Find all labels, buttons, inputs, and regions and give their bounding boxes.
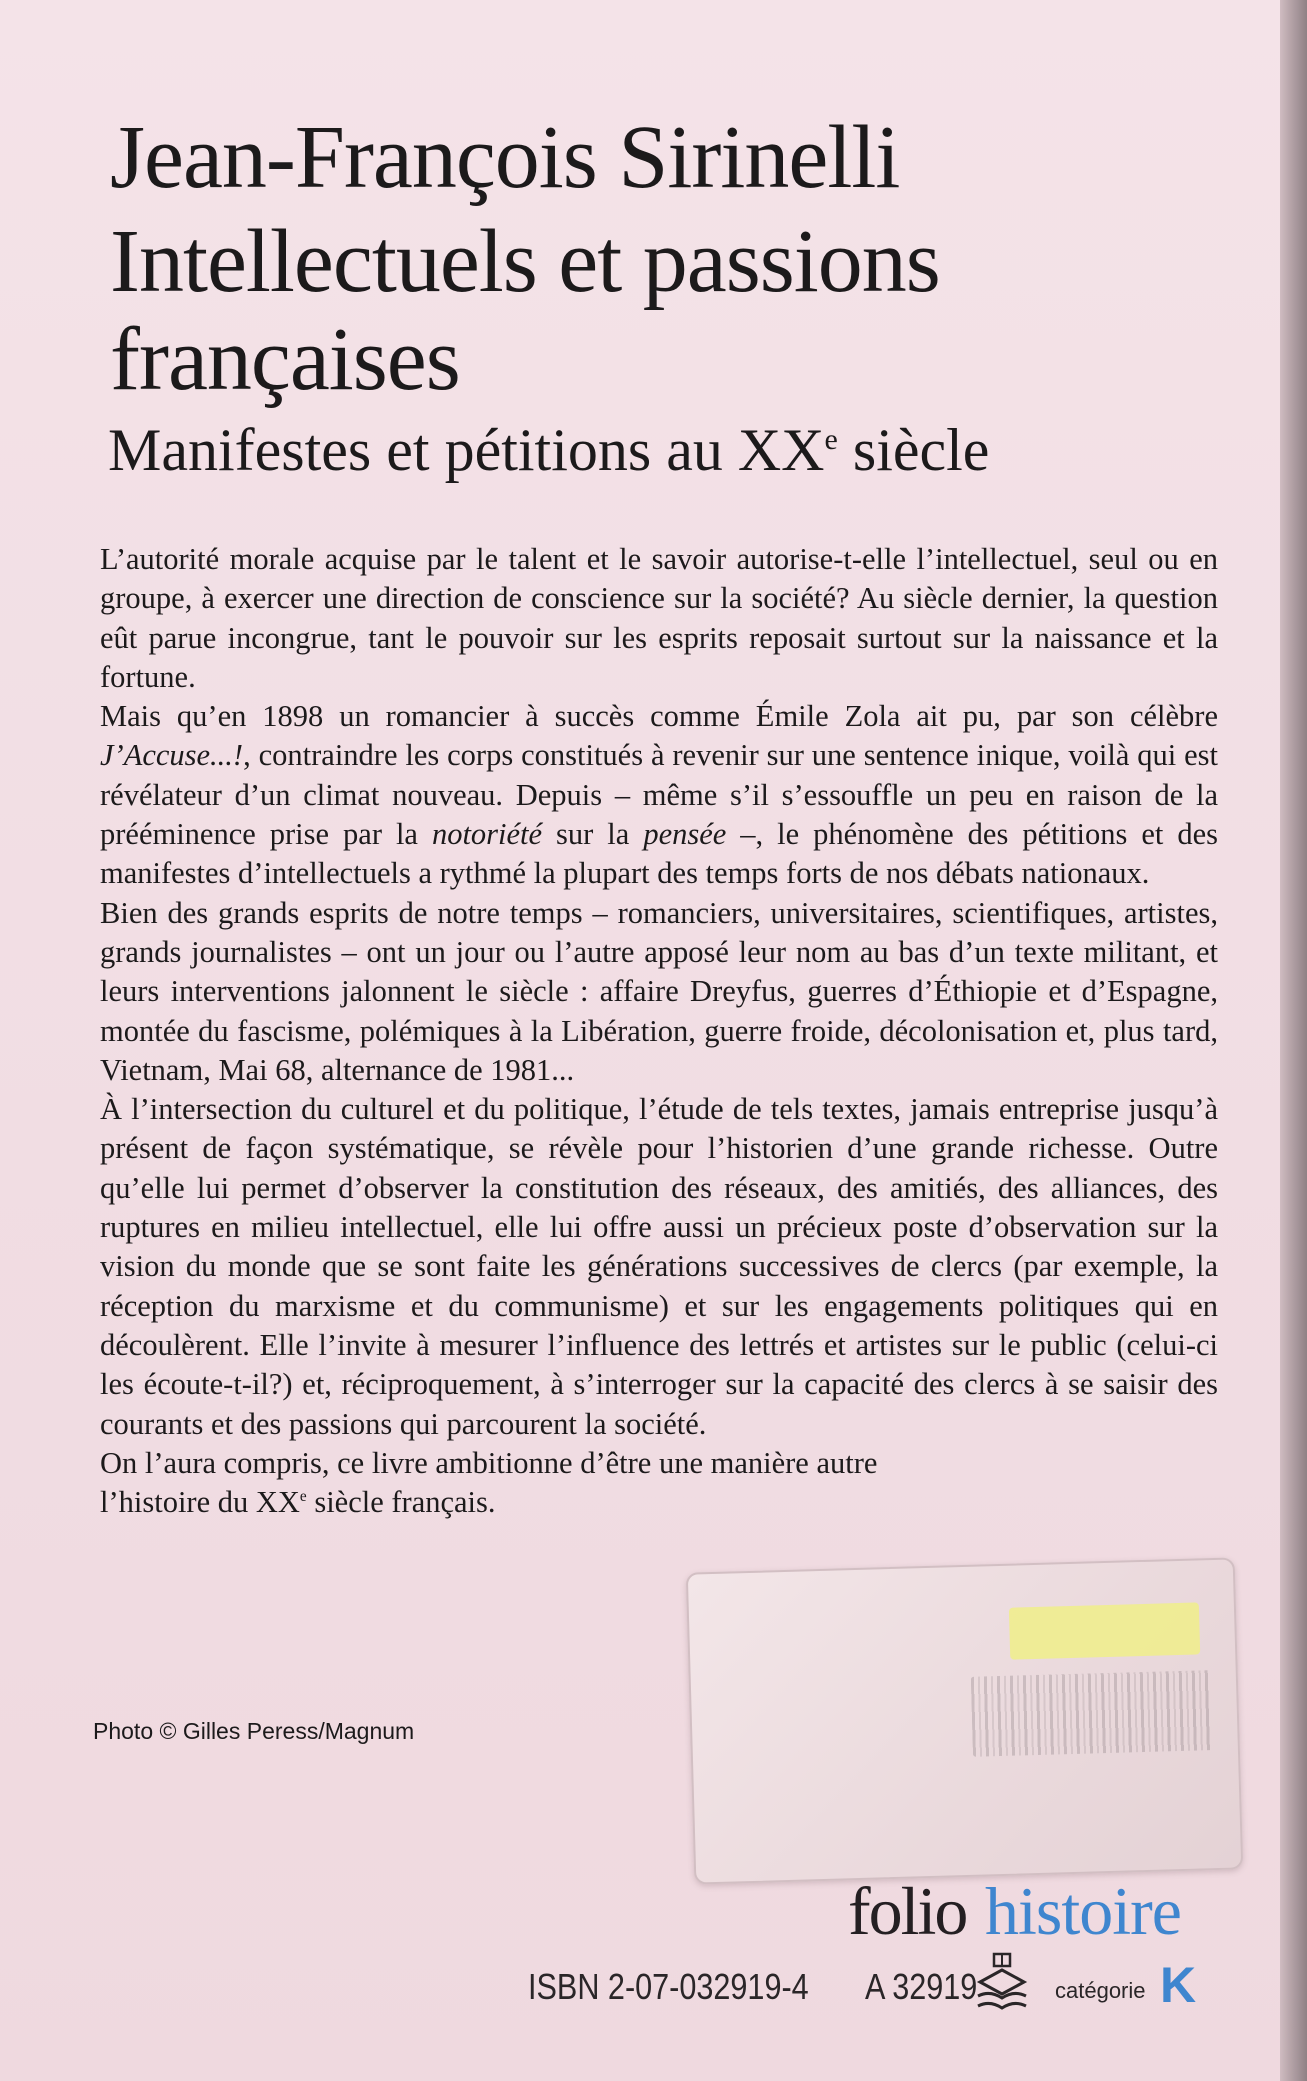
subtitle-end: siècle — [837, 417, 990, 483]
blurb-text: sur la — [542, 817, 644, 852]
blurb-paragraph-1: L’autorité morale acquise par le talent et le savoir autorise-t-elle l’intellectuel, seul ou en groupe, à exercer une direction de conscience sur la société? Au siècle dernier, la question eût parue incongrue, tant le pouvoir sur les esprits reposait surtout sur la naissance et la fortune. — [100, 542, 1218, 694]
blurb-paragraph-3: Bien des grands esprits de notre temps – romanciers, universitaires, scientifiques, artistes, grands journalistes – ont un jour ou l’autre apposé leur nom au bas d’un texte militant, et leurs interventions jalonnent le siècle : affaire Dreyfus, guerres d’Éthiopie et d’Espagne, montée du fascisme, polémiques à la Libération, guerre froide, décolonisation et, plus tard, Vietnam, Mai 68, alternance de 1981... — [100, 895, 1218, 1087]
blurb-text: l’histoire du XX — [100, 1485, 300, 1520]
catalog-code: A 32919 — [865, 1966, 978, 2007]
subtitle-main: Manifestes et pétitions au XX — [108, 417, 825, 483]
blurb-text: Mais qu’en 1898 un romancier à succès comme Émile Zola ait pu, par son célèbre — [100, 699, 1218, 734]
blurb-paragraph-5 — [100, 1444, 1218, 1523]
sticker-barcode — [971, 1670, 1213, 1757]
blurb-text: , contraindre les corps constitués à revenir sur une sentence inique, voilà qui est révélateur d’un climat nouveau. Depuis – même s’il s’essouffle un peu en raison de la prééminence prise par la — [100, 738, 1218, 852]
cover-edge — [1280, 0, 1307, 2081]
categorie-letter: K — [1160, 1957, 1197, 2013]
book-subtitle — [108, 410, 989, 490]
blurb-paragraph-4: À l’intersection du culturel et du politique, l’étude de tels textes, jamais entreprise jusqu’à présent de façon systématique, se révèle pour l’historien d’une grande richesse. Outre qu’elle lui permet d’observer la constitution des réseaux, des amitiés, des alliances, des ruptures en milieu intellectuel, elle lui offre aussi un précieux poste d’observation sur la vision du monde que se sont faite les générations successives de clercs (par exemple, la réception du marxisme et du communisme) et sur les engagements politiques qui en découlèrent. Elle l’invite à mesurer l’influence des lettrés et artistes sur le public (celui-ci les écoute-t-il?) et, réciproquement, à s’interroger sur la capacité des clercs à se saisir des courants et des passions qui parcourent la société. — [100, 1092, 1218, 1441]
blurb-italic-pensee: pensée — [643, 817, 727, 852]
blurb-superscript: e — [299, 1487, 307, 1505]
book-title-line-2: françaises — [110, 310, 460, 409]
blurb-text: siècle français. — [306, 1485, 496, 1520]
price-sticker — [686, 1557, 1243, 1884]
categorie-label: catégorie — [1055, 1978, 1146, 2003]
author-name: Jean-François Sirinelli — [110, 108, 900, 207]
imprint-histoire: histoire — [985, 1873, 1181, 1949]
book-title-line-1: Intellectuels et passions — [110, 212, 940, 311]
blurb-italic-jaccuse: J’Accuse...! — [100, 738, 244, 773]
publisher-logo-icon — [970, 1952, 1034, 2016]
blurb-italic-notoriete: notoriété — [431, 817, 543, 852]
blurb-text: –, le phénomène des pétitions et des manifestes d’intellectuels a rythmé la plupart des temps forts de nos débats nationaux. — [100, 817, 1218, 891]
photo-credit: Photo © Gilles Peress/Magnum — [93, 1718, 415, 1744]
blurb-paragraph-2 — [100, 697, 1218, 893]
blurb — [100, 540, 1218, 1522]
subtitle-superscript: e — [824, 423, 838, 456]
isbn: ISBN 2-07-032919-4 — [528, 1966, 809, 2007]
sticker-highlight — [1009, 1602, 1200, 1659]
blurb-text: On l’aura compris, ce livre ambitionne d’être une manière autre — [100, 1445, 878, 1480]
imprint-folio: folio — [848, 1873, 967, 1949]
